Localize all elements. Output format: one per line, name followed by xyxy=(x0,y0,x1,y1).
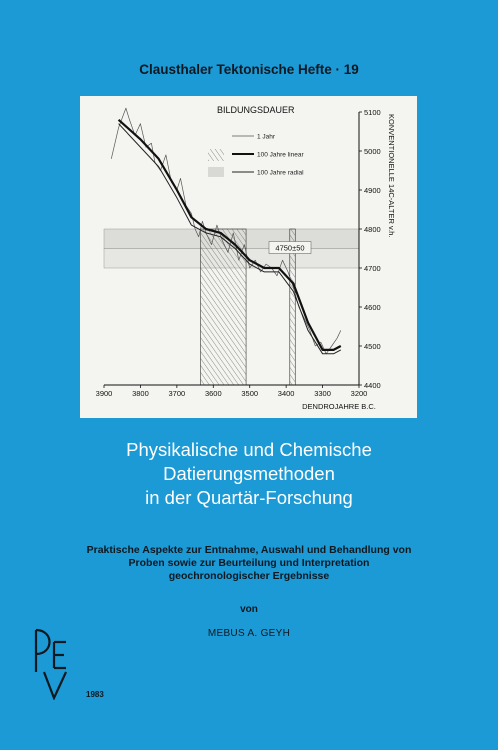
main-title-line: Datierungsmethoden xyxy=(163,463,335,484)
main-title xyxy=(0,438,498,510)
x-tick-label: 3200 xyxy=(350,389,368,398)
subtitle-line: Proben sowie zur Beurteilung und Interpretation xyxy=(128,557,370,569)
legend-label: 100 Jahre radial xyxy=(257,169,304,177)
x-tick-label: 3600 xyxy=(204,389,222,398)
cover-figure xyxy=(80,96,417,418)
y-tick-label: 4400 xyxy=(364,381,381,390)
y-tick-label: 4800 xyxy=(364,225,381,234)
subtitle-line: geochronologischer Ergebnisse xyxy=(168,570,330,582)
y-tick-label: 5100 xyxy=(364,108,381,117)
y-tick-label: 4500 xyxy=(364,342,381,351)
y-axis-label: KONVENTIONELLE 14C-ALTER v.h. xyxy=(387,114,396,238)
x-tick-label: 3700 xyxy=(168,389,186,398)
legend-band-swatch xyxy=(208,167,224,177)
x-axis-label: DENDROJAHRE B.C. xyxy=(302,402,376,411)
chart-title: BILDUNGSDAUER xyxy=(217,105,295,115)
subtitle xyxy=(20,544,478,583)
author-name: MEBUS A. GEYH xyxy=(207,628,291,639)
x-tick-label: 3300 xyxy=(314,389,331,398)
x-tick-label: 3400 xyxy=(277,389,295,398)
calibration-chart xyxy=(80,96,417,418)
legend-hatch-swatch xyxy=(208,149,224,161)
legend-label: 100 Jahre linear xyxy=(257,151,304,159)
annotation-label: 4750±50 xyxy=(275,243,305,253)
legend-label: 1 Jahr xyxy=(257,133,276,141)
main-title-line: Physikalische und Chemische xyxy=(126,439,372,460)
y-tick-label: 5000 xyxy=(364,147,381,156)
subtitle-line: Praktische Aspekte zur Entnahme, Auswahl und Behandlung von xyxy=(86,544,412,556)
by-label: von xyxy=(240,604,258,615)
x-tick-label: 3800 xyxy=(132,389,149,398)
y-tick-label: 4600 xyxy=(364,303,381,312)
main-title-line: in der Quartär-Forschung xyxy=(145,487,353,508)
publication-year: 1983 xyxy=(86,690,104,699)
x-tick-label: 3900 xyxy=(95,389,113,398)
series-title: Clausthaler Tektonische Hefte · 19 xyxy=(139,62,359,77)
publisher-logo-icon xyxy=(32,628,80,700)
y-tick-label: 4900 xyxy=(364,186,381,195)
x-tick-label: 3500 xyxy=(241,389,259,398)
y-tick-label: 4700 xyxy=(364,264,381,273)
